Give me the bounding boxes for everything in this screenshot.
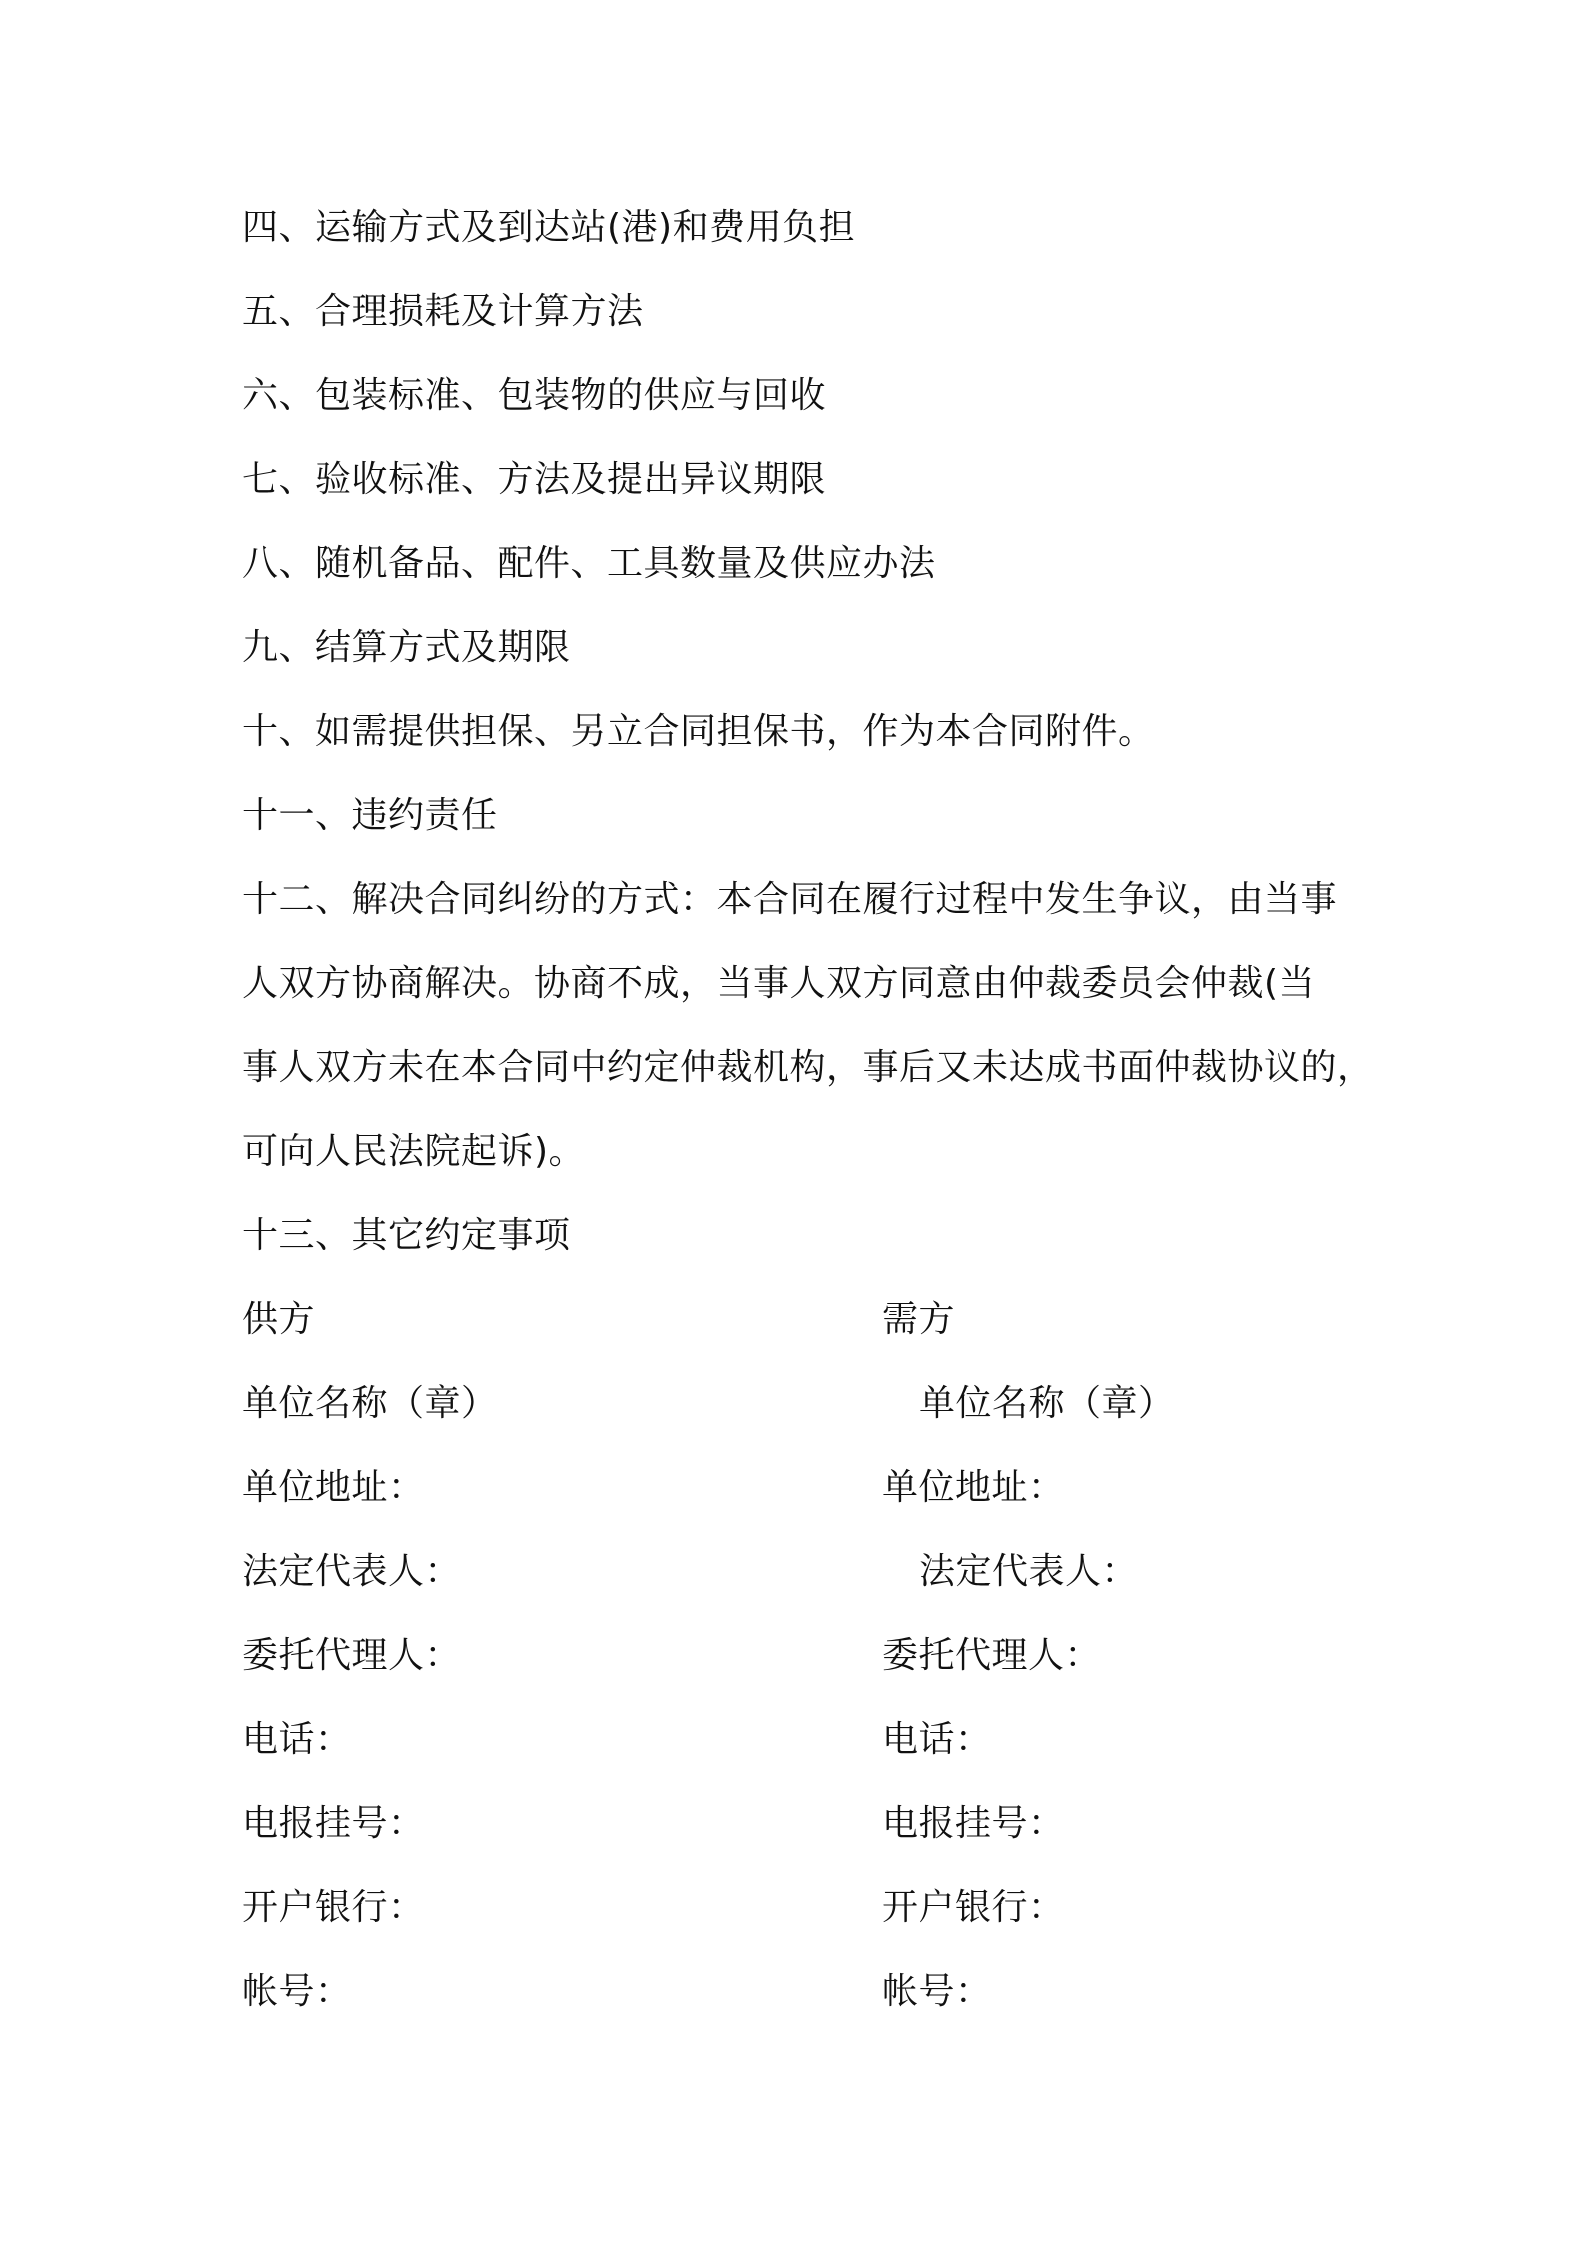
clause-8: 八、随机备品、配件、工具数量及供应办法 — [242, 543, 936, 584]
clause-12-line-1: 十二、解决合同纠纷的方式：本合同在履行过程中发生争议，由当事 — [242, 879, 1338, 920]
supplier-address: 单位地址： — [242, 1467, 425, 1508]
buyer-bank: 开户银行： — [882, 1887, 1065, 1928]
clause-13: 十三、其它约定事项 — [242, 1215, 571, 1256]
supplier-heading: 供方 — [242, 1299, 316, 1340]
clause-6: 六、包装标准、包装物的供应与回收 — [242, 375, 827, 416]
buyer-address: 单位地址： — [882, 1467, 1065, 1508]
clause-9: 九、结算方式及期限 — [242, 627, 571, 668]
clause-12-line-3: 事人双方未在本合同中约定仲裁机构，事后又未达成书面仲裁协议的， — [242, 1047, 1374, 1088]
supplier-bank: 开户银行： — [242, 1887, 425, 1928]
supplier-account: 帐号： — [242, 1971, 352, 2012]
supplier-legal-representative: 法定代表人： — [242, 1551, 462, 1592]
clause-7: 七、验收标准、方法及提出异议期限 — [242, 459, 827, 500]
buyer-legal-representative: 法定代表人： — [919, 1551, 1139, 1592]
supplier-agent: 委托代理人： — [242, 1635, 462, 1676]
clause-12-line-2: 人双方协商解决。协商不成，当事人双方同意由仲裁委员会仲裁(当 — [242, 963, 1316, 1004]
buyer-heading: 需方 — [882, 1299, 956, 1340]
supplier-phone: 电话： — [242, 1719, 352, 1760]
buyer-company-name: 单位名称（章） — [919, 1383, 1175, 1424]
clause-5: 五、合理损耗及计算方法 — [242, 291, 644, 332]
clause-11: 十一、违约责任 — [242, 795, 498, 836]
buyer-telegraph: 电报挂号： — [882, 1803, 1065, 1844]
buyer-phone: 电话： — [882, 1719, 992, 1760]
clause-4: 四、运输方式及到达站(港)和费用负担 — [242, 207, 856, 248]
clause-12-line-4: 可向人民法院起诉)。 — [242, 1131, 586, 1172]
clause-10: 十、如需提供担保、另立合同担保书，作为本合同附件。 — [242, 711, 1155, 752]
supplier-company-name: 单位名称（章） — [242, 1383, 498, 1424]
buyer-account: 帐号： — [882, 1971, 992, 2012]
buyer-agent: 委托代理人： — [882, 1635, 1102, 1676]
supplier-telegraph: 电报挂号： — [242, 1803, 425, 1844]
